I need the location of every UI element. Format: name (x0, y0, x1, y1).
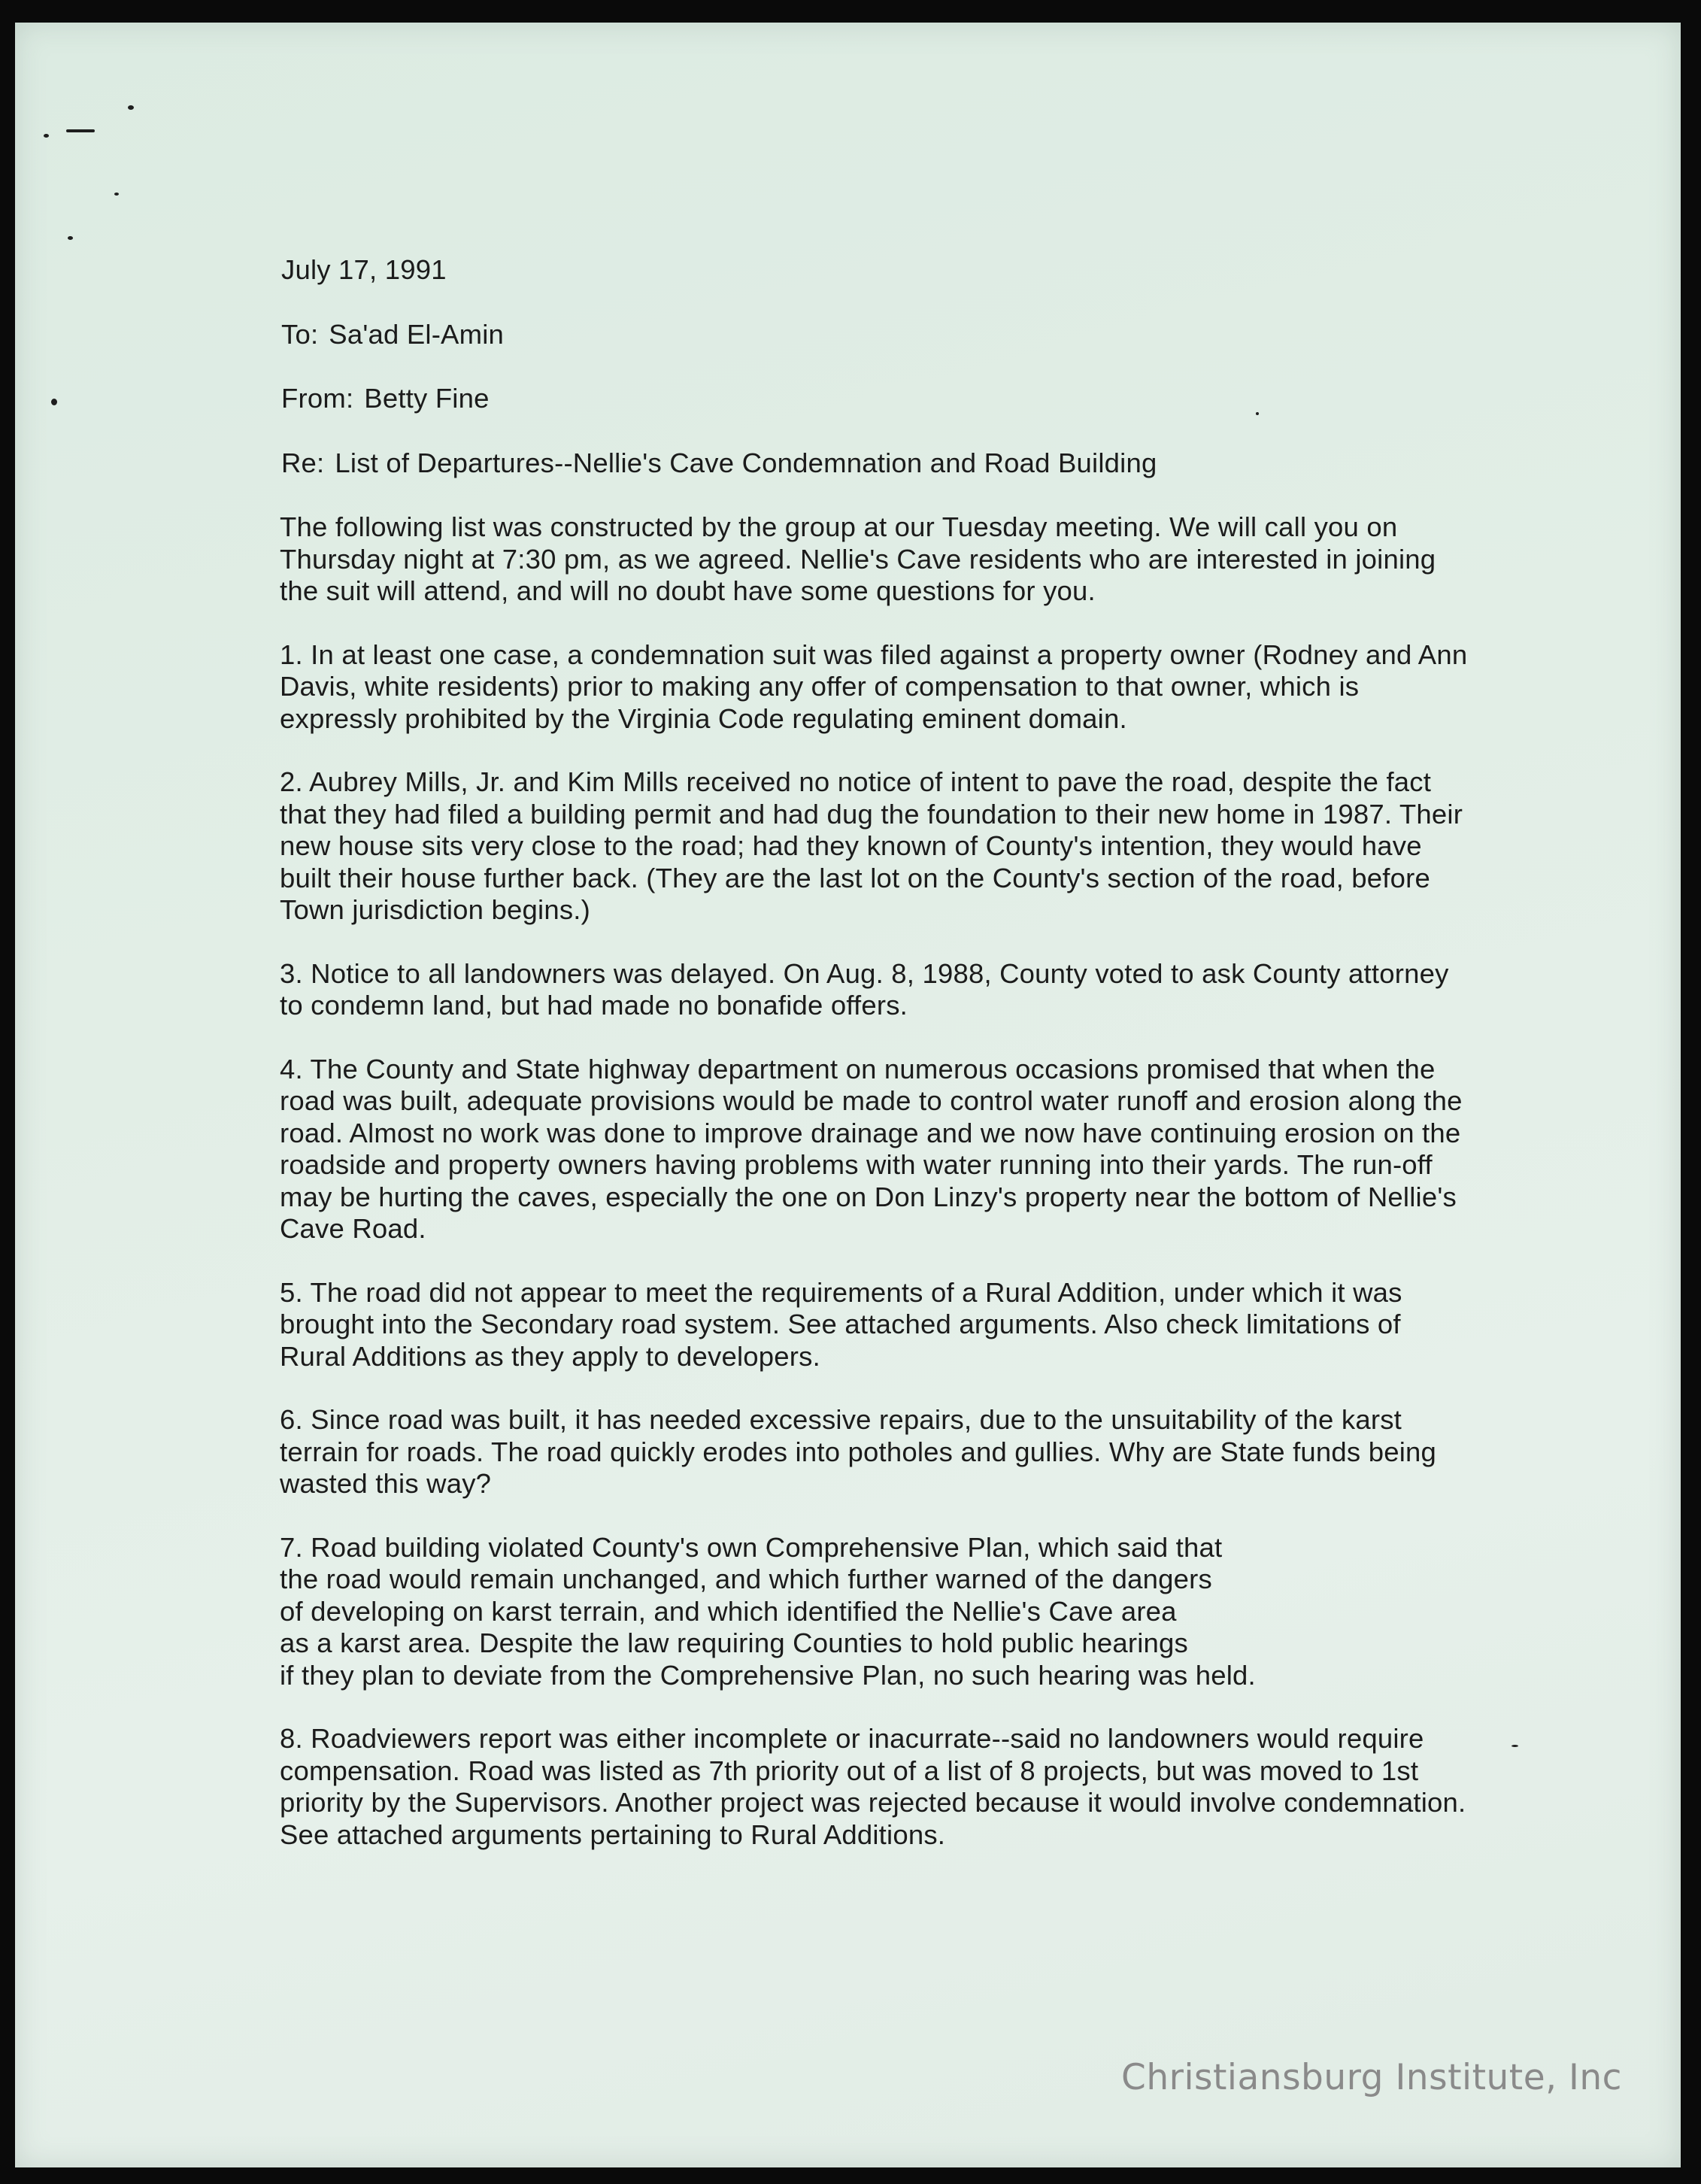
to-value: Sa'ad El-Amin (329, 318, 505, 350)
item-4: 4. The County and State highway department on numerous occasions promised that when the road was built, adequate provisions would be made to control water runoff and erosion along the road. Almost no work was done to improve drainage and we now have continuing erosion on the roadside and property owners having problems with water running into their yards. The run-off may be hurting the caves, especially the one on Don Linzy's property near the bottom of Nellie's Cave Road. (280, 1053, 1463, 1244)
from-value: Betty Fine (364, 383, 490, 414)
item-7-line: if they plan to deviate from the Comprehensive Plan, no such hearing was held. (280, 1659, 1256, 1691)
item-7 (280, 1532, 1468, 1692)
intro-paragraph: The following list was constructed by the group at our Tuesday meeting. We will call you on Thursday night at 7:30 pm, as we agreed. Nellie's Cave residents who are interested in joining the suit will attend, and will no doubt have some questions for you. (280, 511, 1436, 606)
item-1: 1. In at least one case, a condemnation suit was filed against a property owner (Rodney and Ann Davis, white residents) prior to making any offer of compensation to that owner, which is expressly prohibited by the Virginia Code regulating eminent domain. (280, 639, 1468, 734)
item-7-line: 7. Road building violated County's own Comprehensive Plan, which said that (280, 1531, 1223, 1563)
memo-from (281, 383, 1468, 415)
item-6: 6. Since road was built, it has needed excessive repairs, due to the unsuitability of the karst terrain for roads. The road quickly erodes into potholes and gullies. Why are State funds being wasted this way? (280, 1404, 1437, 1499)
re-label: Re: (281, 447, 325, 478)
item-7-line: the road would remain unchanged, and which further warned of the dangers (280, 1564, 1212, 1594)
from-label: From: (281, 383, 354, 414)
to-label: To: (281, 318, 319, 350)
item-2: 2. Aubrey Mills, Jr. and Kim Mills received no notice of intent to pave the road, despite the fact that they had filed a building permit and had dug the foundation to their new home in 1987. Their new house sits very close to the road; had they known of County's intention, they would have built their house further back. (They are the last lot on the County's section of the road, before Town jurisdiction begins.) (280, 766, 1463, 925)
speck (68, 236, 73, 240)
re-value: List of Departures--Nellie's Cave Condemnation and Road Building (335, 447, 1157, 478)
memo-to (281, 319, 1468, 351)
archive-watermark: Christiansburg Institute, Inc (1121, 2057, 1622, 2098)
speck (44, 134, 49, 138)
speck (1511, 1745, 1518, 1747)
memo-date: July 17, 1991 (281, 254, 447, 285)
memo-subject (281, 447, 1468, 480)
item-7-line: as a karst area. Despite the law requiring Counties to hold public hearings (280, 1627, 1189, 1658)
item-7-line: of developing on karst terrain, and which identified the Nellie's Cave area (280, 1595, 1177, 1627)
speck (51, 399, 57, 405)
speck (114, 193, 119, 196)
memo-body (265, 254, 1468, 1882)
item-3: 3. Notice to all landowners was delayed. On Aug. 8, 1988, County voted to ask County attorney to condemn land, but had made no bonafide offers. (280, 957, 1449, 1021)
speck (66, 129, 95, 132)
item-5: 5. The road did not appear to meet the requirements of a Rural Addition, under which it was brought into the Secondary road system. See attached arguments. Also check limitations of Rural Additions as they apply to developers. (280, 1276, 1402, 1372)
speck (128, 105, 134, 110)
item-8: 8. Roadviewers report was either incomplete or inacurrate--said no landowners would require compensation. Road was listed as 7th priority out of a list of 8 projects, but was moved to 1st priority by the Supervisors. Another project was rejected because it would involve condemnation. See attached arguments pertaining to Rural Additions. (280, 1723, 1466, 1850)
